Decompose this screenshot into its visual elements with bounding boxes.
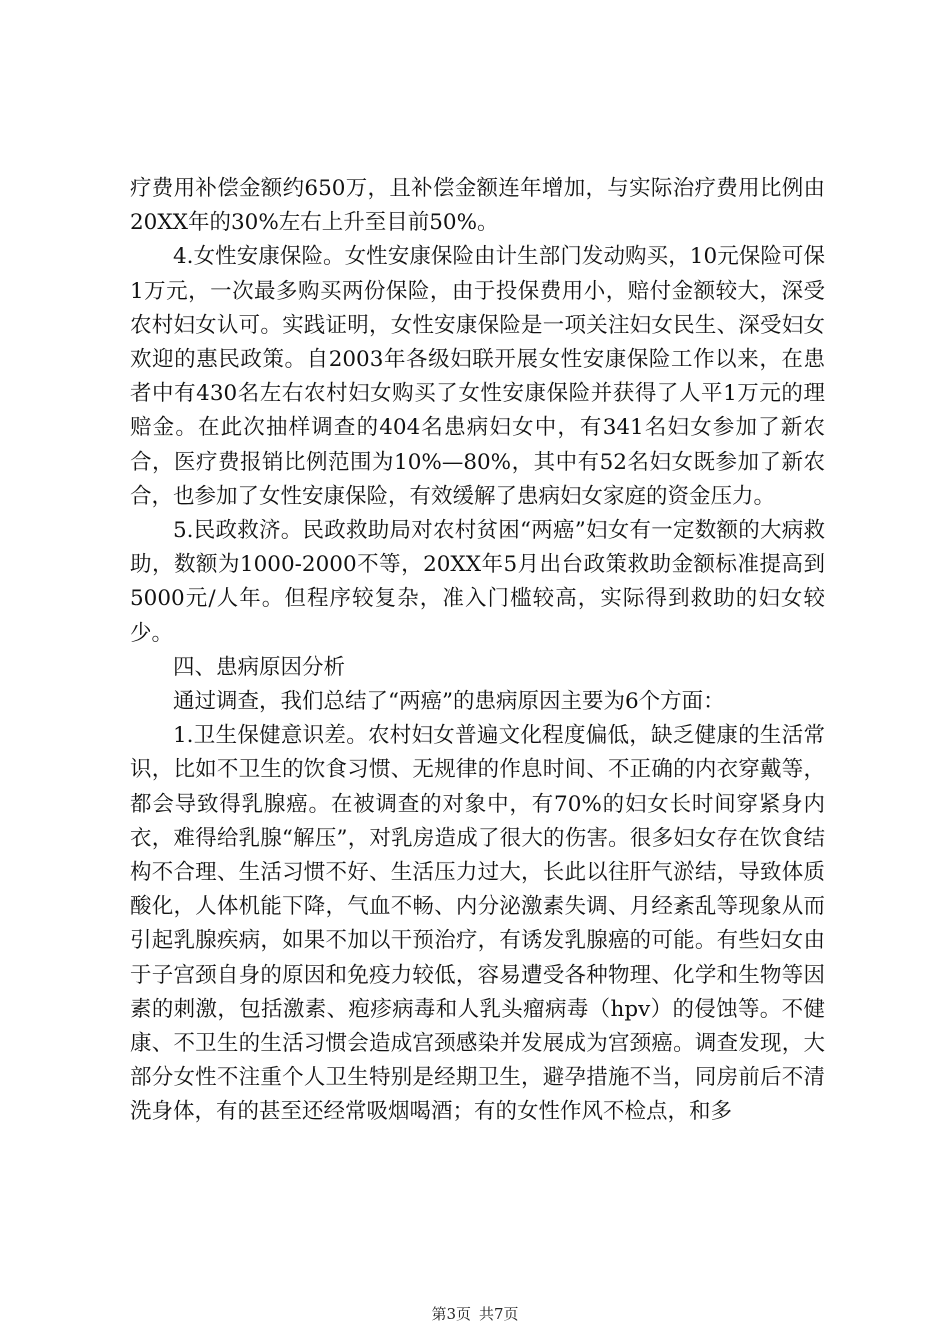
section-heading: 四、患病原因分析 <box>173 654 346 680</box>
paragraph-intro: 通过调查，我们总结了“两癌”的患病原因主要为6个方面： <box>173 689 725 715</box>
page-number: 第3页 <box>431 1305 471 1323</box>
paragraph-item-5: 5.民政救济。民政救助局对农村贫困“两癌”妇女有一定数额的大病救助，数额为1000-2000不等，20XX年5月出台政策救助金额标准提高到5000元/人年。但程序较复杂，准入门槛较高，实际得到救助的妇女较少。 <box>130 518 825 646</box>
paragraph-item-1: 1.卫生保健意识差。农村妇女普遍文化程度偏低，缺乏健康的生活常识，比如不卫生的饮食习惯、无规律的作息时间、不正确的内衣穿戴等，都会导致得乳腺癌。在被调查的对象中，有70%的妇女长时间穿紧身内衣，难得给乳腺“解压”，对乳房造成了很大的伤害。很多妇女存在饮食结构不合理、生活习惯不好、生活压力过大，长此以往肝气淤结，导致体质酸化，人体机能下降，气血不畅、内分泌激素失调、月经紊乱等现象从而引起乳腺疾病，如果不加以干预治疗，有诱发乳腺癌的可能。有些妇女由于子宫颈自身的原因和免疫力较低，容易遭受各种物理、化学和生物等因素的刺激，包括激素、疱疹病毒和人乳头瘤病毒（hpv）的侵蚀等。不健康、不卫生的生活习惯会造成宫颈感染并发展成为宫颈癌。调查发现，大部分女性不注重个人卫生特别是经期卫生，避孕措施不当，同房前后不清洗身体，有的甚至还经常吸烟喝酒；有的女性作风不检点，和多 <box>130 723 825 1125</box>
paragraph-continuation: 疗费用补偿金额约650万，且补偿金额连年增加，与实际治疗费用比例由20XX年的30%左右上升至目前50%。 <box>130 176 825 236</box>
page-footer <box>0 1303 950 1324</box>
document-body <box>130 172 825 1130</box>
page-total: 共7页 <box>479 1305 519 1323</box>
paragraph-item-4: 4.女性安康保险。女性安康保险由计生部门发动购买，10元保险可保1万元，一次最多购买两份保险，由于投保费用小，赔付金额较大，深受农村妇女认可。实践证明，女性安康保险是一项关注妇女民生、深受妇女欢迎的惠民政策。自2003年各级妇联开展女性安康保险工作以来，在患者中有430名左右农村妇女购买了女性安康保险并获得了人平1万元的理赔金。在此次抽样调查的404名患病妇女中，有341名妇女参加了新农合，医疗费报销比例范围为10%—80%，其中有52名妇女既参加了新农合，也参加了女性安康保险，有效缓解了患病妇女家庭的资金压力。 <box>130 244 825 509</box>
